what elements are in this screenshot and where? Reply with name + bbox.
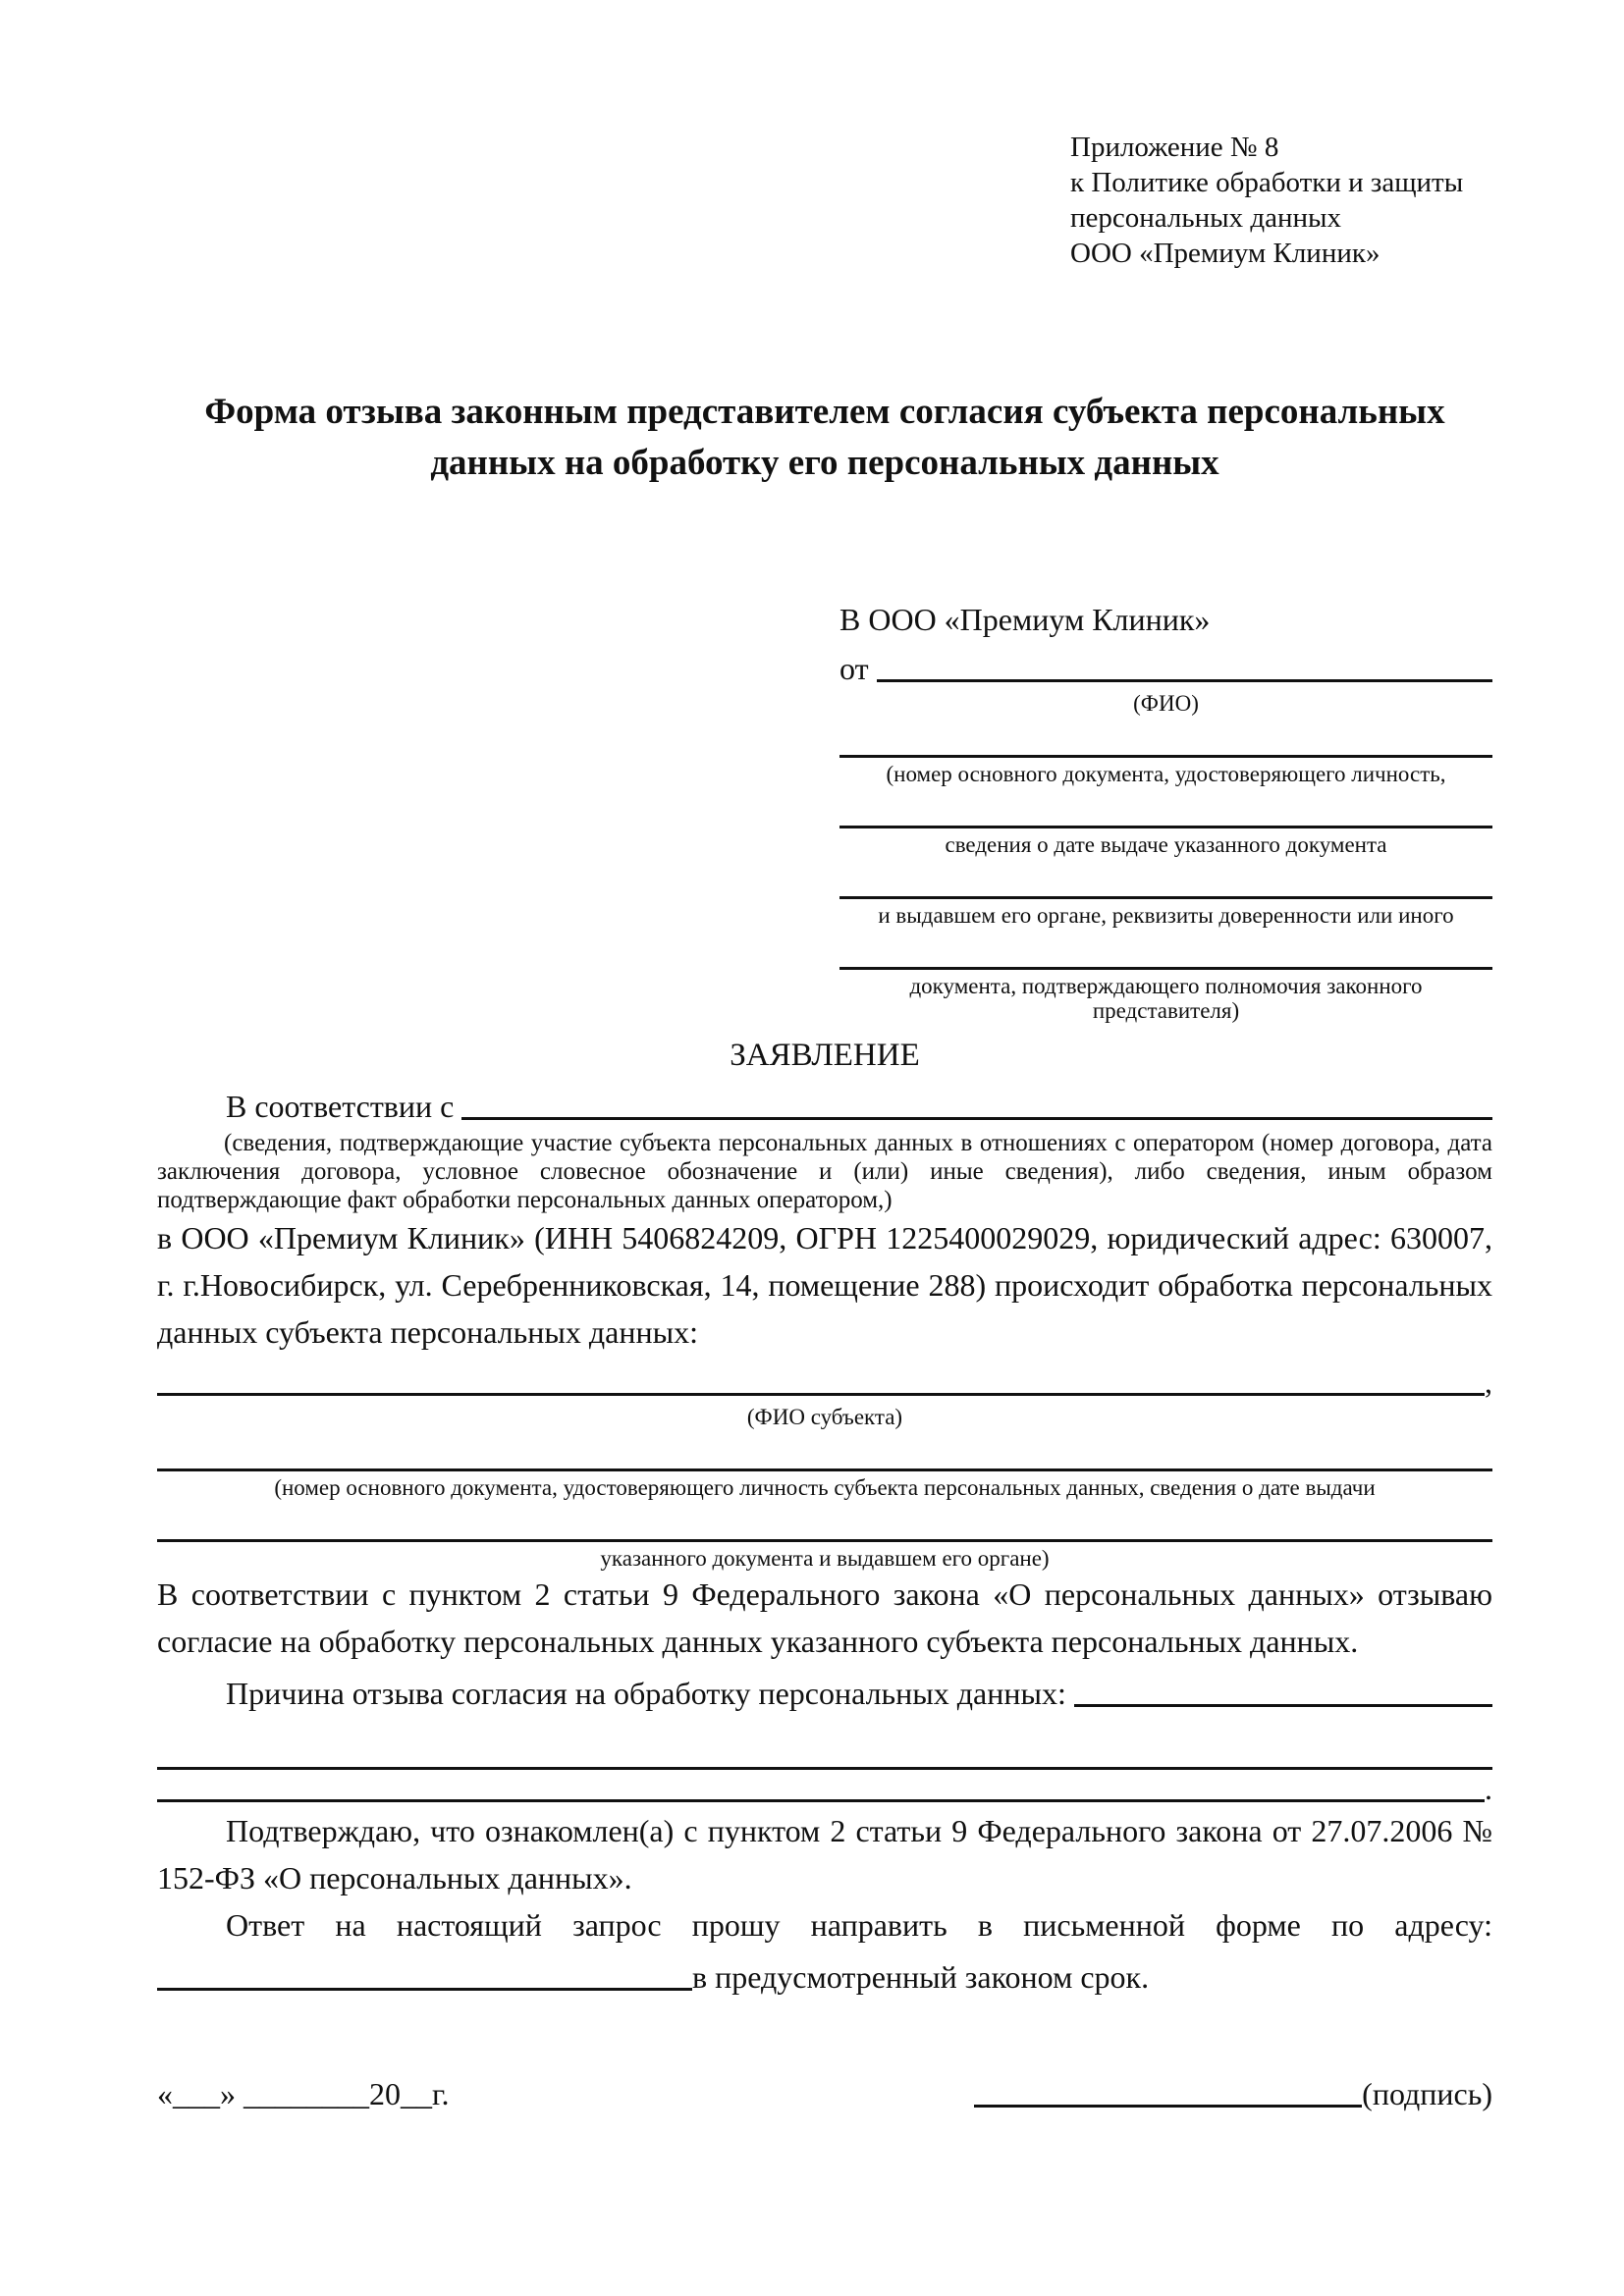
appendix-line: Приложение № 8 bbox=[1070, 132, 1279, 163]
appendix-line: ООО «Премиум Клиник» bbox=[1070, 238, 1380, 269]
addressee-block bbox=[839, 597, 1492, 1023]
accordance-label: В соответствии с bbox=[226, 1089, 462, 1124]
subject-fio-comma: , bbox=[1485, 1364, 1492, 1400]
subject-fio-caption: (ФИО субъекта) bbox=[746, 1405, 903, 1429]
issue-date-blank-line bbox=[839, 786, 1492, 828]
reason-blank-line bbox=[1074, 1704, 1492, 1707]
authority-blank-line bbox=[839, 928, 1492, 970]
reason-blank-row-3 bbox=[157, 1770, 1492, 1807]
accordance-row bbox=[157, 1078, 1492, 1125]
reply-address-blank-line bbox=[157, 1988, 692, 1991]
appendix-block bbox=[1070, 130, 1492, 271]
authority-caption: документа, подтверждающего полномочия законного представителя) bbox=[909, 974, 1423, 1023]
signature-group bbox=[974, 2076, 1492, 2112]
operator-paragraph: в ООО «Премиум Клиник» (ИНН 5406824209, ОГРН 1225400029029, юридический адрес: 630007, г. г.Новосибирск, ул. Серебренниковская, 14, помещение 288) происходит обработка персональных данных субъекта персональных данных: bbox=[157, 1220, 1492, 1350]
form-title: Форма отзыва законным представителем согласия субъекта персональных данных на обработку его персональных данных bbox=[204, 392, 1445, 483]
footer-row bbox=[157, 2076, 1492, 2112]
date-placeholder: «___» ________20__г. bbox=[157, 2076, 450, 2111]
appendix-line: к Политике обработки и защиты bbox=[1070, 167, 1464, 198]
issue-date-caption: сведения о дате выдаче указанного документа bbox=[945, 832, 1387, 857]
signature-blank-line bbox=[974, 2105, 1362, 2108]
subject-fio-row bbox=[157, 1356, 1492, 1401]
signature-caption: (подпись) bbox=[1362, 2076, 1492, 2111]
doc-number-blank-line bbox=[839, 716, 1492, 758]
subject-issuer-blank-line bbox=[157, 1500, 1492, 1542]
addressee-to: В ООО «Премиум Клиник» bbox=[839, 602, 1211, 637]
from-label: от bbox=[839, 651, 877, 686]
reply-tail: в предусмотренный законом срок. bbox=[692, 1959, 1150, 1995]
addressee-from-row bbox=[839, 642, 1492, 687]
fio-caption: (ФИО) bbox=[1133, 691, 1199, 716]
doc-number-caption: (номер основного документа, удостоверяющего личность, bbox=[886, 762, 1446, 786]
subject-fio-blank-line bbox=[157, 1393, 1485, 1396]
appendix-line: персональных данных bbox=[1070, 202, 1342, 234]
fio-blank-line bbox=[877, 679, 1492, 682]
subject-doc-blank-line bbox=[157, 1429, 1492, 1471]
reply-paragraph: Ответ на настоящий запрос прошу направить в письменной форме по адресу: bbox=[226, 1907, 1492, 1943]
confirm-paragraph: Подтверждаю, что ознакомлен(а) с пунктом 2 статьи 9 Федерального закона от 27.07.2006 № 152-ФЗ «О персональных данных». bbox=[157, 1813, 1492, 1896]
reason-label: Причина отзыва согласия на обработку персональных данных: bbox=[226, 1676, 1074, 1711]
statement-heading: ЗАЯВЛЕНИЕ bbox=[730, 1038, 920, 1073]
reason-period: . bbox=[1485, 1771, 1492, 1806]
withdrawal-paragraph: В соответствии с пунктом 2 статьи 9 Федерального закона «О персональных данных» отзываю согласие на обработку персональных данных указанного субъекта персональных данных. bbox=[157, 1576, 1492, 1659]
reason-row bbox=[157, 1665, 1492, 1712]
reply-address-row bbox=[157, 1949, 1492, 1996]
issuer-caption: и выдавшем его органе, реквизиты доверенности или иного bbox=[878, 903, 1454, 928]
issuer-blank-line bbox=[839, 857, 1492, 899]
accordance-note: (сведения, подтверждающие участие субъекта персональных данных в отношениях с оператором (номер договора, дата заключения договора, условное словесное обозначение и (или) иные сведения), либо сведения, иным образом подтверждающие факт обработки персональных данных оператором,) bbox=[157, 1130, 1492, 1213]
accordance-blank-line bbox=[461, 1117, 1492, 1120]
subject-doc-caption-1: (номер основного документа, удостоверяющего личность субъекта персональных данных, сведения о дате выдачи bbox=[274, 1475, 1376, 1500]
subject-doc-caption-2: указанного документа и выдавшем его органе) bbox=[600, 1546, 1050, 1571]
reason-blank-line-2 bbox=[157, 1712, 1492, 1770]
reason-blank-line-3 bbox=[157, 1799, 1485, 1802]
